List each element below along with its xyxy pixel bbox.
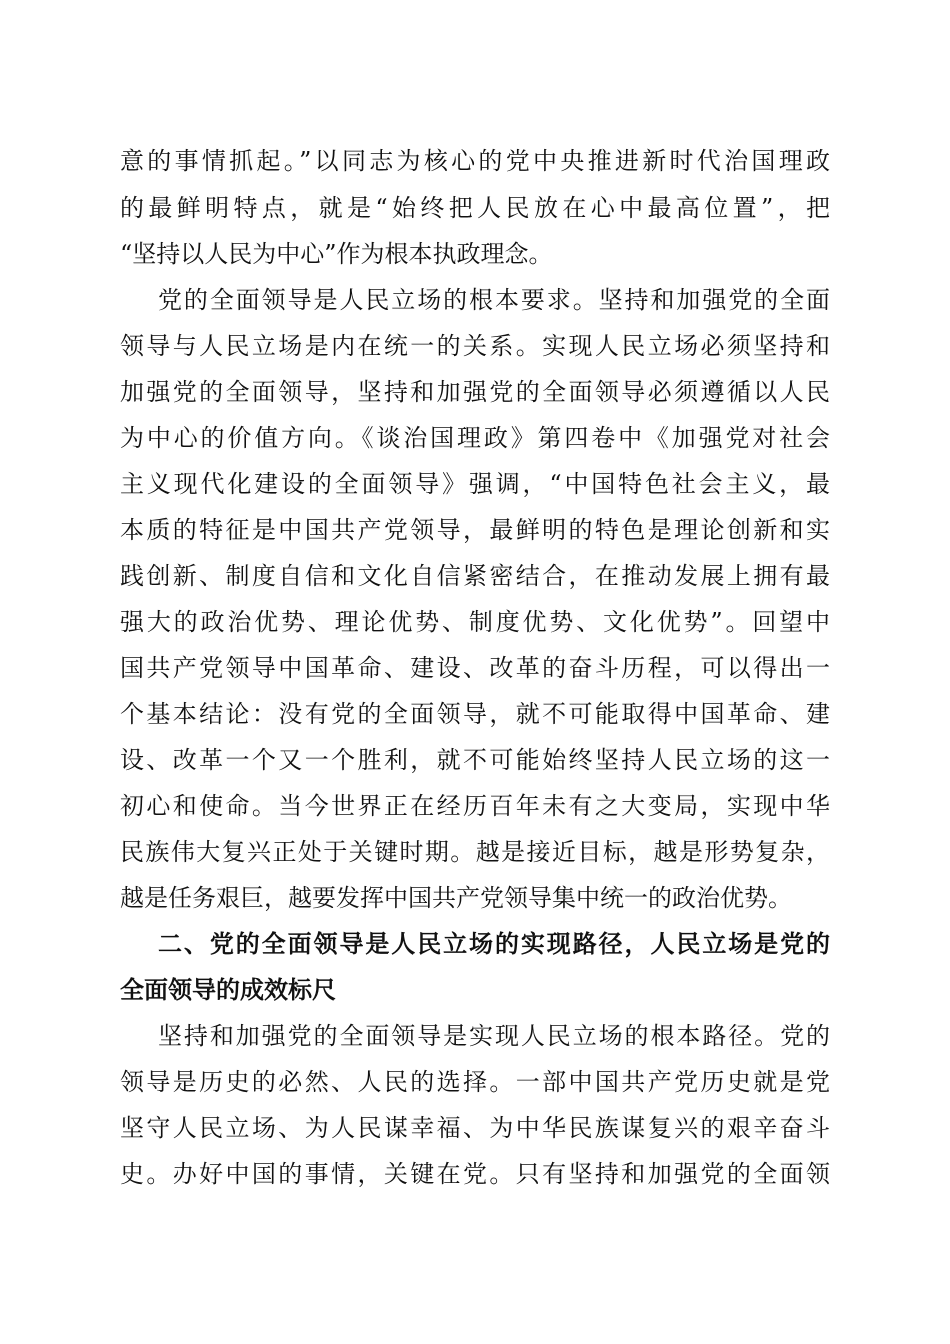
body-text-line: 国共产党领导中国革命、建设、改革的奋斗历程，可以得出一 [120, 654, 830, 682]
body-text-line: “坚持以人民为中心”作为根本执政理念。 [120, 240, 553, 268]
body-text-line: 坚守人民立场、为人民谋幸福、为中华民族谋复兴的艰辛奋斗 [120, 1114, 830, 1142]
paragraph-first-line: 坚持和加强党的全面领导是实现人民立场的根本路径。党的 [158, 1022, 830, 1050]
body-text-line: 越是任务艰巨，越要发挥中国共产党领导集中统一的政治优势。 [120, 884, 792, 912]
section-heading: 二、党的全面领导是人民立场的实现路径，人民立场是党的 [158, 930, 830, 958]
body-text-line: 史。办好中国的事情，关键在党。只有坚持和加强党的全面领 [120, 1160, 830, 1188]
body-text-line: 民族伟大复兴正处于关键时期。越是接近目标，越是形势复杂， [120, 838, 830, 866]
body-text-line: 意的事情抓起。”以同志为核心的党中央推进新时代治国理政 [120, 147, 830, 175]
body-text-line: 加强党的全面领导，坚持和加强党的全面领导必须遵循以人民 [120, 378, 830, 406]
body-text-line: 为中心的价值方向。《谈治国理政》第四卷中《加强党对社会 [120, 424, 830, 452]
body-text-line: 的最鲜明特点，就是“始终把人民放在心中最高位置”，把 [120, 194, 830, 222]
body-text-line: 本质的特征是中国共产党领导，最鲜明的特色是理论创新和实 [120, 516, 830, 544]
body-text-line: 个基本结论：没有党的全面领导，就不可能取得中国革命、建 [120, 700, 830, 728]
body-text-line: 设、改革一个又一个胜利，就不可能始终坚持人民立场的这一 [120, 746, 830, 774]
body-text-line: 主义现代化建设的全面领导》强调，“中国特色社会主义，最 [120, 470, 830, 498]
section-heading-continued: 全面领导的成效标尺 [120, 976, 336, 1004]
body-text-line: 领导与人民立场是内在统一的关系。实现人民立场必须坚持和 [120, 332, 830, 360]
paragraph-first-line: 党的全面领导是人民立场的根本要求。坚持和加强党的全面 [158, 286, 830, 314]
body-text-line: 初心和使命。当今世界正在经历百年未有之大变局，实现中华 [120, 792, 830, 820]
body-text-line: 强大的政治优势、理论优势、制度优势、文化优势”。回望中 [120, 608, 830, 636]
body-text-line: 领导是历史的必然、人民的选择。一部中国共产党历史就是党 [120, 1068, 830, 1096]
body-text-line: 践创新、制度自信和文化自信紧密结合，在推动发展上拥有最 [120, 562, 830, 590]
